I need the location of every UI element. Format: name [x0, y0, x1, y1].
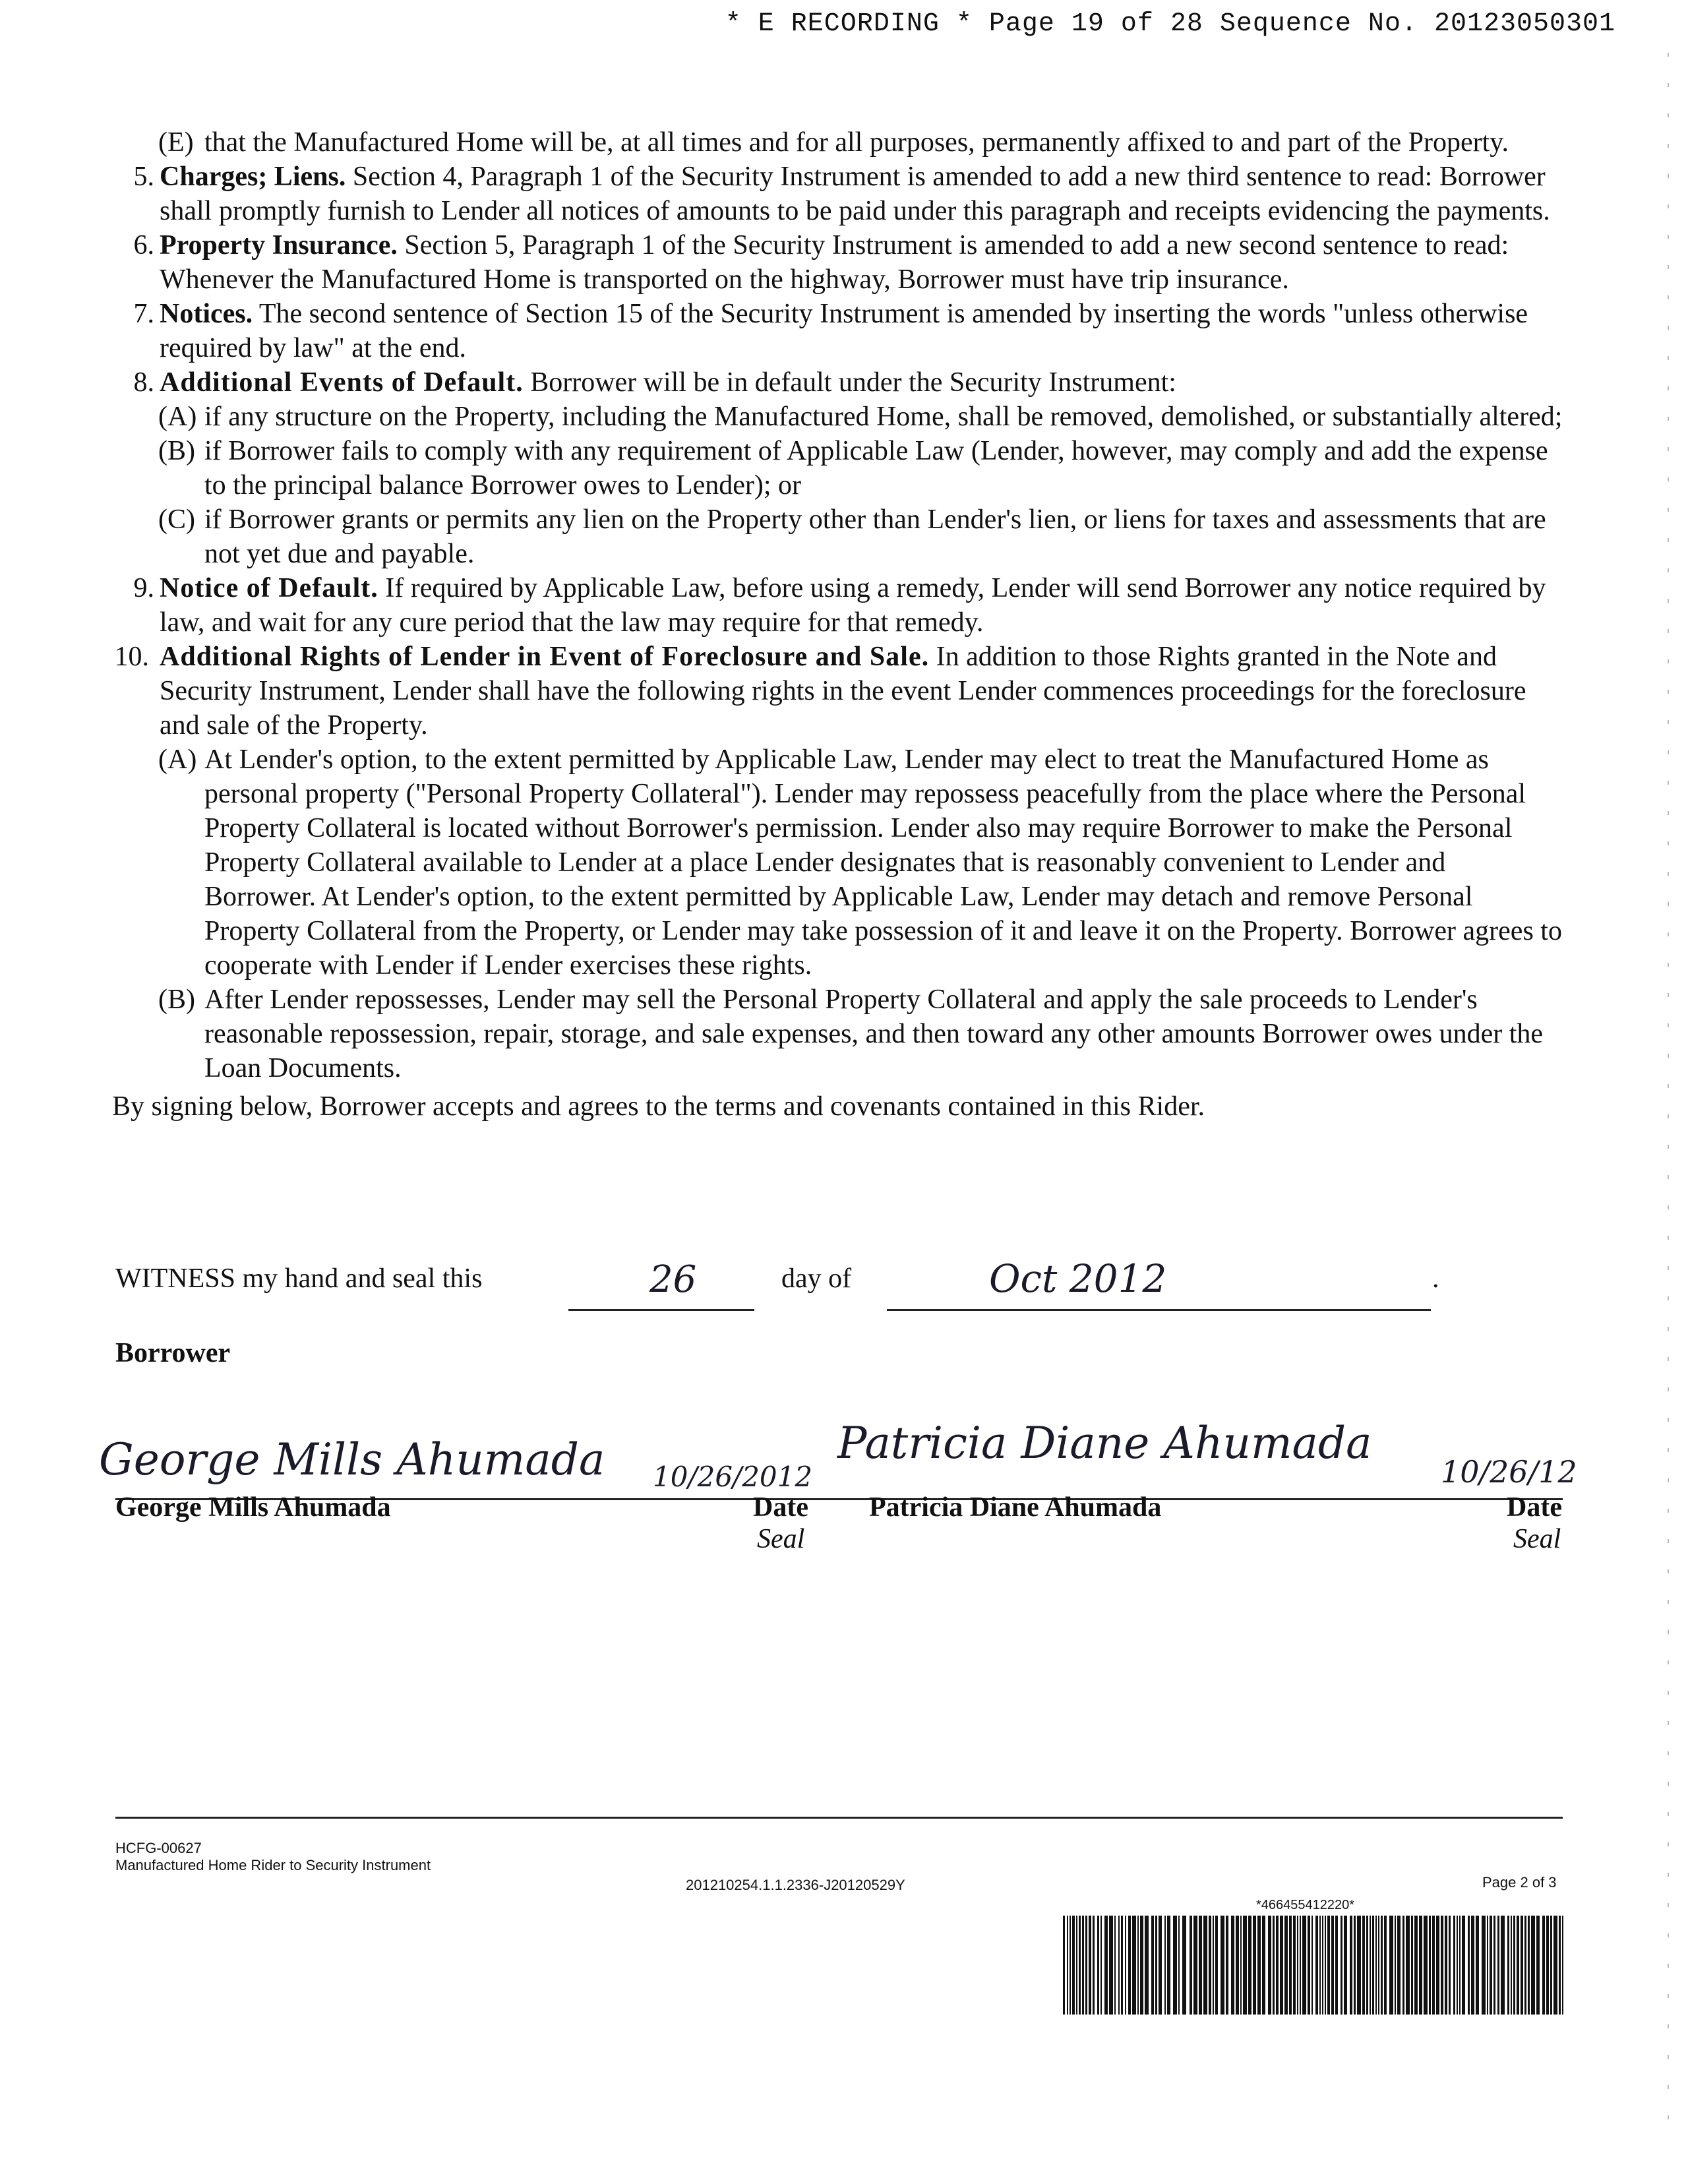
barcode-bar — [1308, 1916, 1310, 2015]
barcode-bar — [1445, 1916, 1447, 2015]
item-text: Section 5, Paragraph 1 of the Security Instrument is amended to add a new second sentence to read: Whenever the Manufactured Home is transported on the highway, Borrower must have trip insurance. — [160, 230, 1509, 295]
barcode-bar — [1395, 1916, 1396, 2015]
recording-header: * E RECORDING * Page 19 of 28 Sequence No. 20123050301 — [725, 9, 1615, 39]
barcode-bar — [1085, 1916, 1087, 2015]
barcode-bar — [1414, 1916, 1418, 2015]
item-text: The second sentence of Section 15 of the Security Instrument is amended by inserting the words "unless otherwise required by law" at the end. — [160, 299, 1528, 363]
barcode-bar — [1357, 1916, 1361, 2015]
item-number: 5. — [133, 162, 154, 192]
seal-label-patricia: Seal — [1513, 1524, 1561, 1554]
barcode-bar — [1432, 1916, 1435, 2015]
barcode-bar — [1226, 1916, 1228, 2015]
barcode-bar — [1215, 1916, 1218, 2015]
barcode-bar — [1253, 1916, 1256, 2015]
barcode-bar — [1109, 1916, 1113, 2015]
barcode-bar — [1476, 1916, 1479, 2015]
barcode-bar — [1370, 1916, 1371, 2015]
barcode-bar — [1199, 1916, 1202, 2015]
rider-body — [112, 125, 1563, 1124]
barcode-bar — [1406, 1916, 1410, 2015]
barcode-bar — [1203, 1916, 1207, 2015]
item-title: Property Insurance. — [160, 230, 398, 260]
item-title: Notice of Default. — [160, 573, 378, 603]
barcode-bar — [1562, 1916, 1563, 2015]
sub-item-label: (C) — [158, 504, 195, 535]
barcode-bar — [1182, 1916, 1186, 2015]
barcode-image — [1063, 1916, 1564, 2015]
barcode-bar — [1151, 1916, 1154, 2015]
sub-item-label: (A) — [158, 402, 197, 432]
sub-item-text: that the Manufactured Home will be, at all times and for all purposes, permanently affixed to and part of the Property. — [204, 127, 1509, 158]
witness-period: . — [1432, 1263, 1439, 1294]
item-title: Additional Rights of Lender in Event of Foreclosure and Sale. — [160, 642, 930, 672]
item-6-property-insurance — [112, 228, 1563, 297]
sub-item-8a — [112, 400, 1563, 434]
barcode-bar — [1236, 1916, 1239, 2015]
barcode-bar — [1453, 1916, 1455, 2015]
signature-date-patricia: 10/26/12 — [1441, 1454, 1577, 1490]
footer-form-code: HCFG-00627 — [115, 1840, 202, 1856]
witness-month-handwritten: Oct 2012 — [989, 1256, 1167, 1301]
barcode-bar — [1173, 1916, 1177, 2015]
footer-page-number: Page 2 of 3 — [1482, 1874, 1557, 1891]
barcode-bar — [1375, 1916, 1377, 2015]
barcode-bar — [1118, 1916, 1120, 2015]
sub-item-text: if Borrower grants or permits any lien on the Property other than Lender's lien, or liens for taxes and assessments that are not yet due and payable. — [204, 504, 1546, 569]
scan-edge-marks — [1662, 0, 1675, 2184]
barcode-bar — [1327, 1916, 1330, 2015]
barcode-bar — [1366, 1916, 1368, 2015]
barcode-bar — [1209, 1916, 1211, 2015]
barcode-bar — [1089, 1916, 1091, 2015]
barcode-bar — [1159, 1916, 1162, 2015]
barcode-bar — [1128, 1916, 1131, 2015]
barcode-bar — [1289, 1916, 1292, 2015]
barcode-bar — [1501, 1916, 1505, 2015]
barcode-bar — [1482, 1916, 1486, 2015]
barcode-bar — [1517, 1916, 1519, 2015]
barcode-bar — [1536, 1916, 1540, 2015]
barcode-bar — [1457, 1916, 1458, 2015]
barcode-bar — [1100, 1916, 1102, 2015]
sub-item-text: At Lender's option, to the extent permitted by Applicable Law, Lender may elect to treat the Manufactured Home as personal property ("Personal Property Collateral"). Lender may repossess peacefully from the place where the Personal Property Collateral is located without Borrower's permission. Lender also may require Borrower to make the Personal Property Collateral available to Lender at a place Lender designates that is reasonably convenient to Lender and Borrower. At Lender's option, to the extent permitted by Applicable Law, Lender may detach and remove Personal Property Collateral from the Property, or Lender may take possession of it and leave it on the Property. Borrower agrees to cooperate with Lender if Lender exercises these rights. — [204, 744, 1562, 981]
barcode-bar — [1273, 1916, 1275, 2015]
barcode-bar — [1145, 1916, 1149, 2015]
barcode-bar — [1497, 1916, 1499, 2015]
barcode-bar — [1546, 1916, 1549, 2015]
sub-item-label: (B) — [158, 985, 195, 1015]
closing-statement: By signing below, Borrower accepts and agrees to the terms and covenants contained in this Rider. — [112, 1091, 1205, 1122]
barcode-bar — [1132, 1916, 1136, 2015]
barcode-bar — [1076, 1916, 1077, 2015]
barcode-bar — [1257, 1916, 1261, 2015]
barcode-bar — [1121, 1916, 1123, 2015]
witness-day-of: day of — [781, 1263, 852, 1294]
item-number: 8. — [133, 367, 154, 398]
barcode-bar — [1193, 1916, 1197, 2015]
footer-form-title: Manufactured Home Rider to Security Instrument — [115, 1857, 431, 1873]
barcode-bar — [1114, 1916, 1116, 2015]
barcode-bar — [1350, 1916, 1352, 2015]
sub-item-10b — [112, 983, 1563, 1085]
barcode-bar — [1524, 1916, 1526, 2015]
barcode-bar — [1513, 1916, 1515, 2015]
barcode-bar — [1471, 1916, 1474, 2015]
sub-item-e — [112, 125, 1563, 160]
barcode-bar — [1459, 1916, 1461, 2015]
sub-item-text: if Borrower fails to comply with any requirement of Applicable Law (Lender, however, may comply and add the expense to the principal balance Borrower owes to Lender); or — [204, 436, 1548, 501]
barcode-bar — [1559, 1916, 1561, 2015]
barcode-bar — [1268, 1916, 1271, 2015]
barcode-bar — [1137, 1916, 1139, 2015]
barcode-bar — [1190, 1916, 1192, 2015]
seal-label-george: Seal — [757, 1524, 805, 1554]
barcode-bar — [1284, 1916, 1288, 2015]
barcode-bar — [1397, 1916, 1401, 2015]
barcode-bar — [1293, 1916, 1296, 2015]
sub-item-8c — [112, 502, 1563, 571]
sub-item-10a — [112, 743, 1563, 983]
barcode-bar — [1487, 1916, 1488, 2015]
barcode-bar — [1344, 1916, 1347, 2015]
barcode-bar — [1243, 1916, 1247, 2015]
item-text: Borrower will be in default under the Security Instrument: — [523, 367, 1176, 398]
barcode-bar — [1104, 1916, 1108, 2015]
witness-day-handwritten: 26 — [649, 1258, 697, 1301]
sub-item-8b — [112, 434, 1563, 502]
barcode-bar — [1093, 1916, 1095, 2015]
sub-item-text: After Lender repossesses, Lender may sell the Personal Property Collateral and apply the sale proceeds to Lender's reasonable repossession, repair, storage, and sale expenses, and then toward any other amounts Borrower owes under the Loan Documents. — [204, 985, 1544, 1083]
signature-date-george: 10/26/2012 — [653, 1461, 813, 1493]
item-title: Charges; Liens. — [160, 162, 346, 192]
barcode-bar — [1553, 1916, 1557, 2015]
sub-item-label: (B) — [158, 436, 195, 466]
barcode-bar — [1531, 1916, 1535, 2015]
date-label-george: Date — [753, 1492, 808, 1523]
signature-george: George Mills Ahumada — [99, 1434, 605, 1485]
barcode-bar — [1067, 1916, 1068, 2015]
barcode-bar — [1335, 1916, 1338, 2015]
barcode-bar — [1140, 1916, 1143, 2015]
sub-item-label: (A) — [158, 744, 197, 775]
item-number: 7. — [133, 299, 154, 329]
barcode-bar — [1424, 1916, 1428, 2015]
item-7-notices — [112, 297, 1563, 365]
barcode-bar — [1325, 1916, 1326, 2015]
item-text: If required by Applicable Law, before using a remedy, Lender will send Borrower any notice required by law, and wait for any cure period that the law may require for that remedy. — [160, 573, 1546, 638]
barcode-bar — [1550, 1916, 1552, 2015]
barcode-bar — [1079, 1916, 1081, 2015]
barcode-bar — [1276, 1916, 1279, 2015]
barcode-bar — [1462, 1916, 1465, 2015]
sub-item-label: (E) — [158, 127, 194, 158]
barcode-bar — [1070, 1916, 1071, 2015]
barcode-bar — [1240, 1916, 1242, 2015]
barcode-bar — [1378, 1916, 1379, 2015]
barcode-bar — [1468, 1916, 1470, 2015]
barcode-bar — [1381, 1916, 1383, 2015]
item-5-charges-liens — [112, 160, 1563, 228]
barcode-bar — [1300, 1916, 1301, 2015]
barcode-bar — [1429, 1916, 1431, 2015]
barcode-bar — [1213, 1916, 1214, 2015]
signer-name-george: George Mills Ahumada — [115, 1492, 391, 1523]
witness-prefix: WITNESS my hand and seal this — [115, 1263, 483, 1294]
signer-name-patricia: Patricia Diane Ahumada — [869, 1492, 1162, 1523]
sub-item-text: if any structure on the Property, including the Manufactured Home, shall be removed, demolished, or substantially altered; — [204, 402, 1563, 432]
barcode-bar — [1419, 1916, 1422, 2015]
item-title: Additional Events of Default. — [160, 367, 524, 398]
barcode-bar — [1331, 1916, 1334, 2015]
barcode-bar — [1063, 1916, 1065, 2015]
barcode-bar — [1311, 1916, 1313, 2015]
item-9-notice-of-default — [112, 571, 1563, 640]
barcode-bar — [1155, 1916, 1157, 2015]
barcode-bar — [1302, 1916, 1306, 2015]
item-number: 9. — [133, 573, 154, 603]
item-number: 6. — [133, 230, 154, 260]
barcode-bar — [1384, 1916, 1387, 2015]
barcode-bar — [1248, 1916, 1251, 2015]
barcode-bar — [1097, 1916, 1099, 2015]
footer-doc-id: 201210254.1.1.2336-J20120529Y — [686, 1877, 905, 1893]
barcode-bar — [1167, 1916, 1170, 2015]
barcode-bar — [1507, 1916, 1509, 2015]
item-10-additional-rights — [112, 640, 1563, 743]
barcode-bar — [1354, 1916, 1356, 2015]
barcode-bar — [1221, 1916, 1224, 2015]
barcode-bar — [1297, 1916, 1298, 2015]
date-label-patricia: Date — [1507, 1492, 1562, 1523]
barcode-bar — [1493, 1916, 1495, 2015]
item-text: In addition to those Rights granted in the Note and Security Instrument, Lender shall have the following rights in the event Lender commences proceedings for the foreclosure and sale of the Property. — [160, 642, 1526, 741]
barcode-number: *466455412220* — [1256, 1898, 1355, 1912]
footer-rule — [115, 1817, 1563, 1819]
barcode-bar — [1125, 1916, 1126, 2015]
barcode-bar — [1511, 1916, 1512, 2015]
barcode-bar — [1372, 1916, 1374, 2015]
signature-patricia: Patricia Diane Ahumada — [837, 1418, 1372, 1469]
barcode-bar — [1341, 1916, 1342, 2015]
item-number: 10. — [114, 642, 149, 672]
barcode-bar — [1231, 1916, 1234, 2015]
barcode-bar — [1411, 1916, 1413, 2015]
barcode-bar — [1449, 1916, 1451, 2015]
barcode-bar — [1362, 1916, 1365, 2015]
barcode-bar — [1164, 1916, 1166, 2015]
barcode-bar — [1322, 1916, 1323, 2015]
barcode-bar — [1389, 1916, 1393, 2015]
barcode-bar — [1521, 1916, 1523, 2015]
barcode-bar — [1178, 1916, 1180, 2015]
barcode-bar — [1490, 1916, 1492, 2015]
barcode-bar — [1280, 1916, 1283, 2015]
barcode-bar — [1542, 1916, 1545, 2015]
item-text: Section 4, Paragraph 1 of the Security Instrument is amended to add a new third sentence to read: Borrower shall promptly furnish to Lender all notices of amounts to be paid under this paragraph and receipts evidencing the payments. — [160, 162, 1550, 226]
barcode-bar — [1319, 1916, 1321, 2015]
barcode-bar — [1315, 1916, 1318, 2015]
item-8-events-of-default — [112, 365, 1563, 400]
barcode-bar — [1436, 1916, 1439, 2015]
barcode-bar — [1262, 1916, 1265, 2015]
barcode-bar — [1441, 1916, 1443, 2015]
barcode-bar — [1402, 1916, 1404, 2015]
barcode-bar — [1072, 1916, 1075, 2015]
barcode-bar — [1528, 1916, 1530, 2015]
barcode-bar — [1082, 1916, 1084, 2015]
borrower-heading: Borrower — [115, 1338, 231, 1368]
item-title: Notices. — [160, 299, 253, 329]
